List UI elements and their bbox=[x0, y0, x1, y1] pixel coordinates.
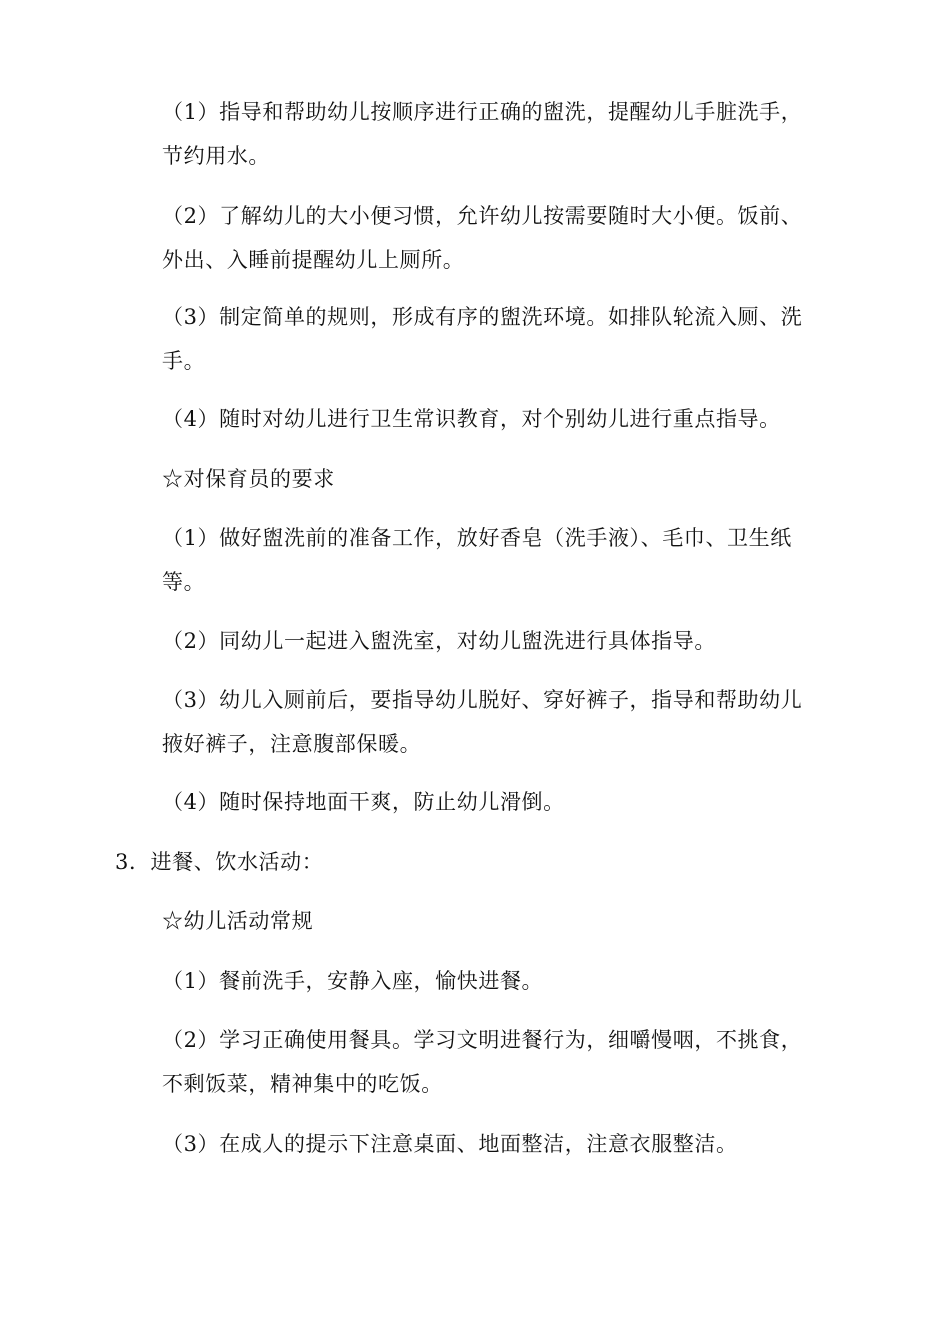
paragraph-washing-rules bbox=[115, 295, 830, 383]
text-line: （2）学习正确使用餐具。学习文明进餐行为，细嚼慢咽，不挑食， bbox=[162, 1028, 803, 1052]
paragraph-washing-guidance bbox=[115, 90, 830, 178]
text-line: 外出、入睡前提醒幼儿上厕所。 bbox=[162, 248, 465, 272]
text-line: （1）餐前洗手，安静入座，愉快进餐。 bbox=[162, 969, 544, 993]
text-line: 等。 bbox=[162, 570, 206, 594]
paragraph-meal-prep bbox=[115, 959, 830, 1003]
text-line: 节约用水。 bbox=[162, 144, 270, 168]
paragraph-washing-preparation bbox=[115, 516, 830, 604]
paragraph-dry-floor bbox=[115, 780, 830, 824]
text-line: （3）在成人的提示下注意桌面、地面整洁，注意衣服整洁。 bbox=[162, 1132, 738, 1156]
text-line: 掖好裤子，注意腹部保暖。 bbox=[162, 732, 422, 756]
text-line: （2）了解幼儿的大小便习惯，允许幼儿按需要随时大小便。饭前、 bbox=[162, 204, 803, 228]
paragraph-toilet-habits bbox=[115, 194, 830, 282]
text-line: ☆幼儿活动常规 bbox=[162, 909, 314, 933]
text-line: ☆对保育员的要求 bbox=[162, 467, 335, 491]
text-line: （2）同幼儿一起进入盥洗室，对幼儿盥洗进行具体指导。 bbox=[162, 629, 716, 653]
text-line: （1）指导和帮助幼儿按顺序进行正确的盥洗，提醒幼儿手脏洗手， bbox=[162, 100, 803, 124]
section-heading-meal-activity bbox=[115, 840, 830, 884]
paragraph-dressing-help bbox=[115, 678, 830, 766]
text-line: （3）制定简单的规则，形成有序的盥洗环境。如排队轮流入厕、洗 bbox=[162, 305, 803, 329]
paragraph-washroom-guidance bbox=[115, 619, 830, 663]
paragraph-tidiness bbox=[115, 1122, 830, 1166]
text-line: （3）幼儿入厕前后，要指导幼儿脱好、穿好裤子，指导和帮助幼儿 bbox=[162, 688, 803, 712]
paragraph-hygiene-education bbox=[115, 397, 830, 441]
text-line: 不剩饭菜，精神集中的吃饭。 bbox=[162, 1072, 443, 1096]
text-line: （4）随时保持地面干爽，防止幼儿滑倒。 bbox=[162, 790, 565, 814]
text-line: 手。 bbox=[162, 349, 206, 373]
text-line: （4）随时对幼儿进行卫生常识教育，对个别幼儿进行重点指导。 bbox=[162, 407, 781, 431]
section-heading-caregiver-requirements bbox=[115, 457, 830, 501]
text-line: 3．进餐、饮水活动： bbox=[115, 850, 324, 874]
paragraph-meal-manners bbox=[115, 1018, 830, 1106]
text-line: （1）做好盥洗前的准备工作，放好香皂（洗手液）、毛巾、卫生纸 bbox=[162, 526, 792, 550]
section-heading-child-routine bbox=[115, 899, 830, 943]
